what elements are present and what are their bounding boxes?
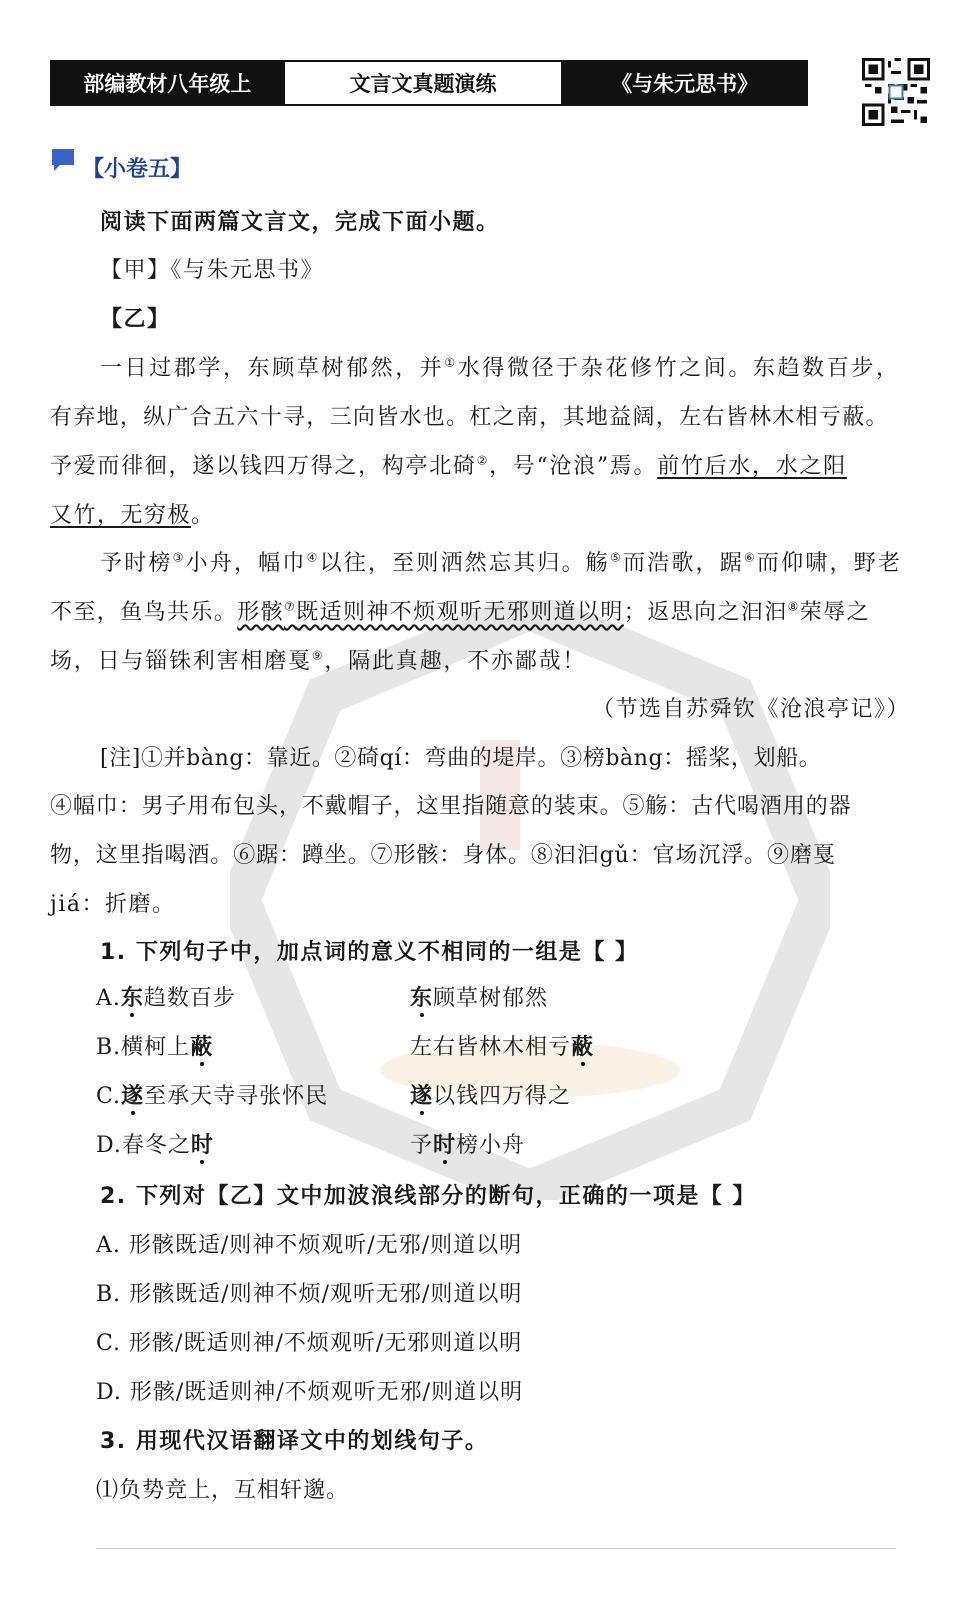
passage-jia-label: 【甲】《与朱元思书》 (100, 258, 325, 283)
header-bar (50, 60, 808, 106)
q1-option-d-left: D.春冬之时 (96, 1132, 214, 1158)
q1-option-c-left: C.遂至承天寺寻张怀民 (96, 1083, 329, 1109)
question-2-stem: 2. 下列对【乙】文中加波浪线部分的断句，正确的一项是【 】 (100, 1184, 756, 1209)
question-3-stem: 3. 用现代汉语翻译文中的划线句子。 (100, 1429, 489, 1454)
q1-option-b-right: 左右皆林木相亏蔽 (410, 1034, 595, 1060)
instruction: 阅读下面两篇文言文，完成下面小题。 (100, 210, 500, 235)
header-grade: 部编教材八年级上 (52, 62, 283, 104)
dotted-word: 东 (410, 985, 434, 1011)
dotted-word: 蔽 (571, 1034, 595, 1060)
bottom-divider (96, 1548, 896, 1549)
footnote-mark: ② (476, 453, 490, 468)
section-title-text: 【小卷五】 (82, 157, 193, 182)
header-title: 《与朱元思书》 (563, 62, 806, 104)
footnote-mark: ① (444, 355, 458, 370)
underlined-sentence: 又竹，无穷极 (50, 503, 192, 528)
header-topic: 文言文真题演练 (283, 62, 564, 104)
wavy-underlined-sentence: 形骸⑦既适则神不烦观听无邪则道以明 (237, 599, 624, 625)
dotted-word: 遂 (121, 1083, 145, 1109)
dotted-word: 遂 (410, 1083, 434, 1109)
dotted-word: 时 (190, 1132, 214, 1158)
q2-option-b: B. 形骸既适/则神不烦/观听无邪/则道以明 (96, 1282, 523, 1307)
passage-source: （节选自苏舜钦《沧浪亭记》） (591, 697, 910, 722)
passage-line: 予时榜③小舟，幅巾④以往，至则洒然忘其归。觞⑤而浩歌，踞⑥而仰啸，野老 (100, 550, 903, 576)
q1-option-a-right: 东顾草树郁然 (410, 985, 549, 1011)
dotted-word: 蔽 (190, 1034, 214, 1060)
qr-code-icon (862, 58, 930, 126)
q3-sentence-1: ⑴负势竞上，互相轩邈。 (96, 1478, 350, 1503)
question-1-stem: 1. 下列句子中，加点词的意义不相同的一组是【 】 (100, 940, 639, 965)
passage-line: 一日过郡学，东顾草树郁然，并①水得微径于杂花修竹之间。东趋数百步， (100, 355, 901, 381)
q1-option-a-left: A.东趋数百步 (96, 985, 236, 1011)
q1-option-d-right: 予时榜小舟 (410, 1132, 526, 1158)
note-line: 物，这里指喝酒。⑥踞：蹲坐。⑦形骸：身体。⑧汩汩gǔ：官场沉浮。⑨磨戛 (50, 843, 836, 868)
dotted-word: 时 (433, 1132, 457, 1158)
underlined-sentence: 前竹后水，水之阳 (657, 454, 847, 479)
dotted-word: 东 (120, 985, 144, 1011)
q2-option-a: A. 形骸既适/则神不烦观听/无邪/则道以明 (96, 1233, 523, 1258)
q1-option-c-right: 遂以钱四万得之 (410, 1083, 572, 1109)
q2-option-d: D. 形骸/既适则神/不烦观听无邪/则道以明 (96, 1380, 524, 1405)
passage-line: 有弃地，纵广合五六十寻，三向皆水也。杠之南，其地益阔，左右皆林木相亏蔽。 (50, 405, 889, 430)
q2-option-c: C. 形骸/既适则神/不烦观听/无邪则道以明 (96, 1331, 523, 1356)
passage-line: 予爱而徘徊，遂以钱四万得之，构亭北碕②，号“沧浪”焉。前竹后水，水之阳 (50, 453, 847, 479)
bookmark-tag-icon (50, 147, 76, 173)
passage-yi-label: 【乙】 (100, 307, 171, 332)
note-line: jiá：折磨。 (50, 892, 176, 917)
passage-line: 又竹，无穷极。 (50, 503, 215, 528)
note-line: [注]①并bàng：靠近。②碕qí：弯曲的堤岸。③榜bàng：摇桨，划船。 (100, 746, 822, 771)
passage-line: 场，日与锱铢利害相磨戛⑨，隔此真趣，不亦鄙哉！ (50, 648, 587, 674)
section-title (50, 152, 192, 183)
note-line: ④幅巾：男子用布包头，不戴帽子，这里指随意的装束。⑤觞：古代喝酒用的器 (50, 794, 852, 819)
passage-line: 不至，鱼鸟共乐。形骸⑦既适则神不烦观听无邪则道以明；返思向之汩汩⑧荣辱之 (50, 599, 870, 625)
q1-option-b-left: B.横柯上蔽 (96, 1034, 214, 1060)
